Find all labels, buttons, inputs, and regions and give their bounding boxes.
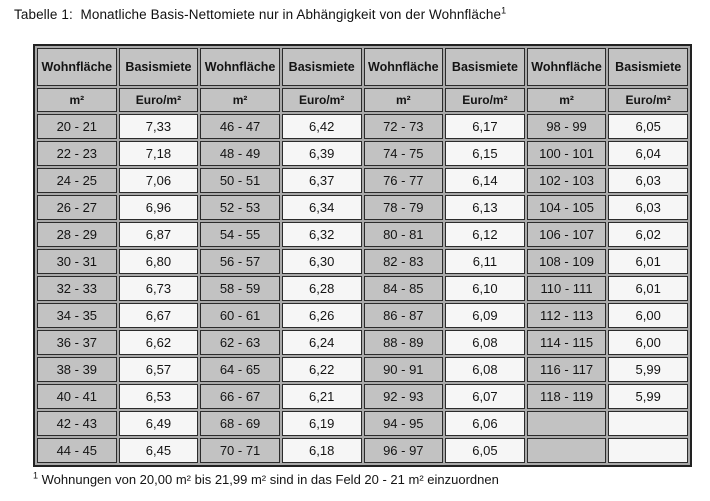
area-range-cell: 106 - 107 [527, 222, 607, 247]
rent-value-cell: 6,12 [445, 222, 525, 247]
rent-value-cell: 6,14 [445, 168, 525, 193]
area-range-cell: 70 - 71 [200, 438, 280, 463]
rent-value-cell: 6,49 [119, 411, 199, 436]
area-range-cell: 112 - 113 [527, 303, 607, 328]
area-range-cell: 104 - 105 [527, 195, 607, 220]
rent-value-cell: 5,99 [608, 357, 688, 382]
rent-value-cell: 6,17 [445, 114, 525, 139]
rent-value-cell: 6,13 [445, 195, 525, 220]
rent-value-cell: 6,30 [282, 249, 362, 274]
rent-value-cell [608, 438, 688, 463]
rent-value-cell: 6,11 [445, 249, 525, 274]
area-range-cell: 94 - 95 [364, 411, 444, 436]
column-header-basismiete: Basismiete [282, 48, 362, 86]
column-header-wohnflaeche: Wohnfläche [37, 48, 117, 86]
area-range-cell: 114 - 115 [527, 330, 607, 355]
area-range-cell: 72 - 73 [364, 114, 444, 139]
column-header-basismiete: Basismiete [119, 48, 199, 86]
area-range-cell: 34 - 35 [37, 303, 117, 328]
rent-value-cell: 6,62 [119, 330, 199, 355]
rent-value-cell: 6,32 [282, 222, 362, 247]
units-row [37, 88, 688, 112]
rent-table [33, 44, 692, 467]
rent-value-cell: 7,18 [119, 141, 199, 166]
area-range-cell: 30 - 31 [37, 249, 117, 274]
area-range-cell: 20 - 21 [37, 114, 117, 139]
rent-value-cell: 6,24 [282, 330, 362, 355]
area-range-cell: 74 - 75 [364, 141, 444, 166]
table-caption [14, 7, 506, 22]
rent-value-cell: 6,09 [445, 303, 525, 328]
rent-value-cell: 7,06 [119, 168, 199, 193]
table-row [37, 303, 688, 328]
area-range-cell: 118 - 119 [527, 384, 607, 409]
unit-header-m2: m² [37, 88, 117, 112]
area-range-cell: 22 - 23 [37, 141, 117, 166]
table-row [37, 330, 688, 355]
rent-value-cell [608, 411, 688, 436]
rent-value-cell: 6,05 [445, 438, 525, 463]
rent-table-head [37, 48, 688, 112]
unit-header-m2: m² [200, 88, 280, 112]
rent-value-cell: 6,96 [119, 195, 199, 220]
table-caption-text: Tabelle 1: Monatliche Basis-Nettomiete nur in Abhängigkeit von der Wohnfläche [14, 7, 502, 22]
table-row [37, 438, 688, 463]
area-range-cell: 84 - 85 [364, 276, 444, 301]
area-range-cell: 76 - 77 [364, 168, 444, 193]
area-range-cell: 52 - 53 [200, 195, 280, 220]
rent-value-cell: 6,08 [445, 357, 525, 382]
area-range-cell: 26 - 27 [37, 195, 117, 220]
rent-value-cell: 6,73 [119, 276, 199, 301]
rent-value-cell: 6,22 [282, 357, 362, 382]
area-range-cell: 54 - 55 [200, 222, 280, 247]
rent-value-cell: 6,67 [119, 303, 199, 328]
area-range-cell: 68 - 69 [200, 411, 280, 436]
area-range-cell: 100 - 101 [527, 141, 607, 166]
table-caption-footnote-marker: 1 [501, 5, 507, 16]
rent-value-cell: 6,10 [445, 276, 525, 301]
table-row [37, 249, 688, 274]
area-range-cell: 102 - 103 [527, 168, 607, 193]
unit-header-euro-per-m2: Euro/m² [608, 88, 688, 112]
table-row [37, 276, 688, 301]
column-header-basismiete: Basismiete [445, 48, 525, 86]
column-header-wohnflaeche: Wohnfläche [527, 48, 607, 86]
rent-value-cell: 6,42 [282, 114, 362, 139]
area-range-cell: 90 - 91 [364, 357, 444, 382]
rent-value-cell: 6,01 [608, 249, 688, 274]
rent-table-body [37, 114, 688, 463]
unit-header-euro-per-m2: Euro/m² [119, 88, 199, 112]
area-range-cell: 56 - 57 [200, 249, 280, 274]
rent-value-cell: 6,08 [445, 330, 525, 355]
area-range-cell: 116 - 117 [527, 357, 607, 382]
area-range-cell: 28 - 29 [37, 222, 117, 247]
rent-value-cell: 6,05 [608, 114, 688, 139]
area-range-cell: 58 - 59 [200, 276, 280, 301]
rent-value-cell: 6,28 [282, 276, 362, 301]
area-range-cell: 60 - 61 [200, 303, 280, 328]
rent-value-cell: 6,00 [608, 303, 688, 328]
area-range-cell: 82 - 83 [364, 249, 444, 274]
rent-value-cell: 6,02 [608, 222, 688, 247]
column-header-basismiete: Basismiete [608, 48, 688, 86]
rent-value-cell: 6,03 [608, 168, 688, 193]
unit-header-m2: m² [364, 88, 444, 112]
rent-value-cell: 6,00 [608, 330, 688, 355]
area-range-cell: 64 - 65 [200, 357, 280, 382]
area-range-cell [527, 411, 607, 436]
rent-value-cell: 6,80 [119, 249, 199, 274]
area-range-cell: 108 - 109 [527, 249, 607, 274]
table-row [37, 141, 688, 166]
area-range-cell: 40 - 41 [37, 384, 117, 409]
footnote-marker: 1 [33, 470, 39, 481]
table-row [37, 411, 688, 436]
rent-value-cell: 6,26 [282, 303, 362, 328]
rent-value-cell: 6,37 [282, 168, 362, 193]
area-range-cell: 42 - 43 [37, 411, 117, 436]
rent-value-cell: 6,06 [445, 411, 525, 436]
table-row [37, 168, 688, 193]
rent-value-cell: 6,45 [119, 438, 199, 463]
column-header-wohnflaeche: Wohnfläche [200, 48, 280, 86]
unit-header-euro-per-m2: Euro/m² [445, 88, 525, 112]
area-range-cell: 62 - 63 [200, 330, 280, 355]
area-range-cell: 48 - 49 [200, 141, 280, 166]
rent-value-cell: 6,07 [445, 384, 525, 409]
table-row [37, 384, 688, 409]
rent-value-cell: 7,33 [119, 114, 199, 139]
area-range-cell: 46 - 47 [200, 114, 280, 139]
table-row [37, 357, 688, 382]
area-range-cell: 44 - 45 [37, 438, 117, 463]
area-range-cell: 98 - 99 [527, 114, 607, 139]
area-range-cell: 110 - 111 [527, 276, 607, 301]
rent-value-cell: 6,04 [608, 141, 688, 166]
rent-value-cell: 6,21 [282, 384, 362, 409]
unit-header-m2: m² [527, 88, 607, 112]
table-row [37, 222, 688, 247]
area-range-cell: 96 - 97 [364, 438, 444, 463]
area-range-cell: 36 - 37 [37, 330, 117, 355]
footnote [33, 472, 499, 487]
area-range-cell [527, 438, 607, 463]
table-row [37, 195, 688, 220]
area-range-cell: 38 - 39 [37, 357, 117, 382]
rent-value-cell: 5,99 [608, 384, 688, 409]
rent-value-cell: 6,34 [282, 195, 362, 220]
column-header-wohnflaeche: Wohnfläche [364, 48, 444, 86]
area-range-cell: 32 - 33 [37, 276, 117, 301]
rent-value-cell: 6,19 [282, 411, 362, 436]
footnote-text: Wohnungen von 20,00 m² bis 21,99 m² sind in das Feld 20 - 21 m² einzuordnen [38, 472, 499, 487]
rent-value-cell: 6,15 [445, 141, 525, 166]
rent-value-cell: 6,01 [608, 276, 688, 301]
area-range-cell: 80 - 81 [364, 222, 444, 247]
area-range-cell: 86 - 87 [364, 303, 444, 328]
area-range-cell: 88 - 89 [364, 330, 444, 355]
header-row [37, 48, 688, 86]
table-row [37, 114, 688, 139]
rent-value-cell: 6,53 [119, 384, 199, 409]
rent-value-cell: 6,57 [119, 357, 199, 382]
rent-value-cell: 6,18 [282, 438, 362, 463]
area-range-cell: 92 - 93 [364, 384, 444, 409]
rent-value-cell: 6,03 [608, 195, 688, 220]
area-range-cell: 78 - 79 [364, 195, 444, 220]
unit-header-euro-per-m2: Euro/m² [282, 88, 362, 112]
rent-value-cell: 6,39 [282, 141, 362, 166]
rent-value-cell: 6,87 [119, 222, 199, 247]
area-range-cell: 66 - 67 [200, 384, 280, 409]
area-range-cell: 24 - 25 [37, 168, 117, 193]
area-range-cell: 50 - 51 [200, 168, 280, 193]
